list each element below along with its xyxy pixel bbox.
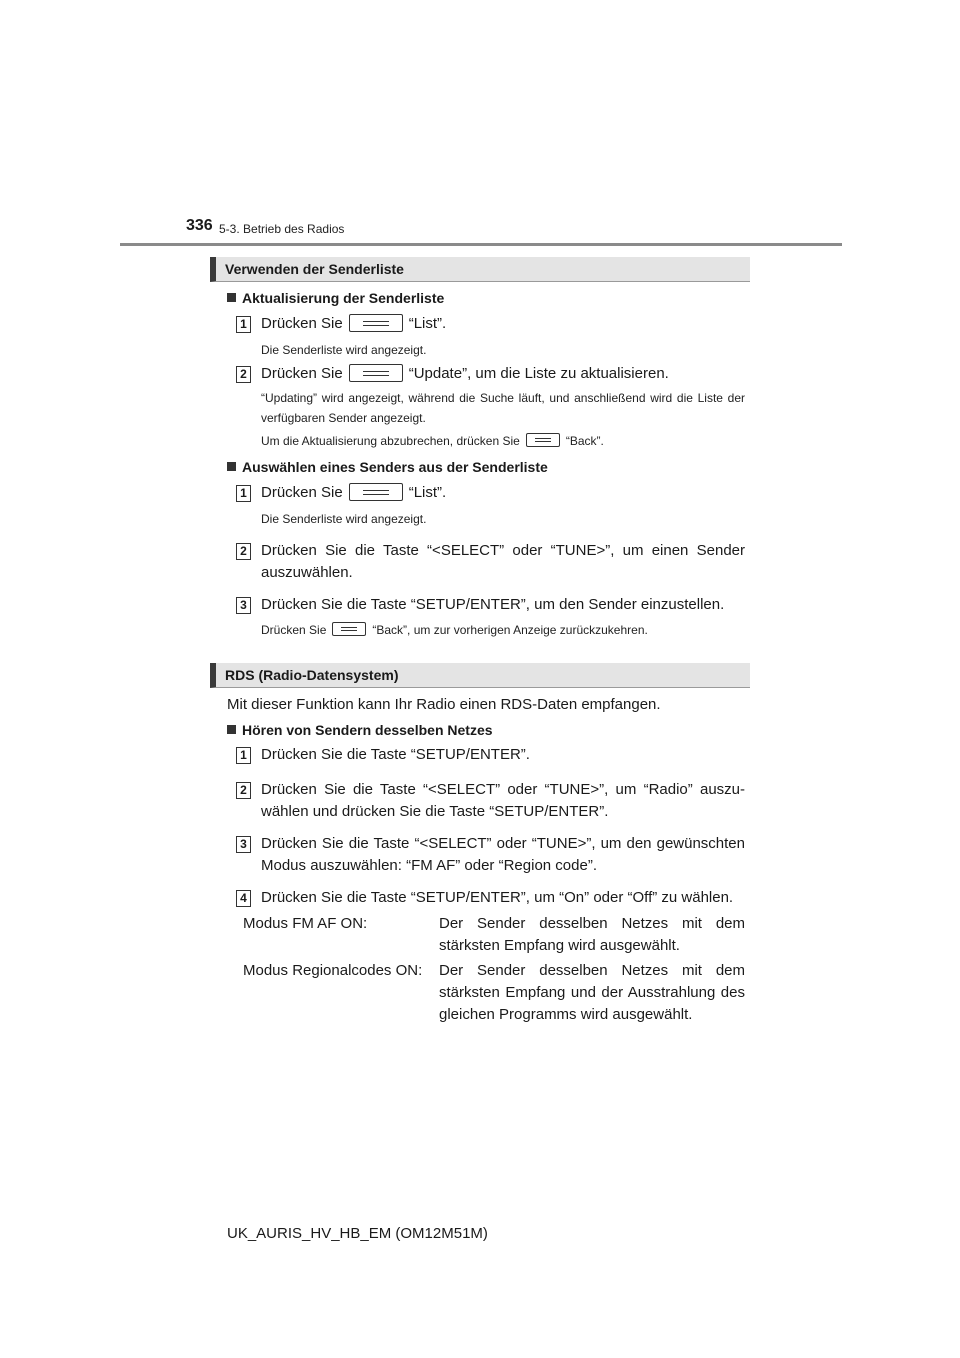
subheading-aktualisierung bbox=[227, 290, 444, 306]
step-text-pre: Drücken Sie bbox=[261, 484, 343, 501]
step-number: 1 bbox=[236, 747, 251, 764]
header-rule bbox=[120, 243, 842, 246]
intro-paragraph: Mit dieser Funktion kann Ihr Radio einen RDS-Daten empfangen. bbox=[227, 696, 661, 713]
subheading-auswaehlen bbox=[227, 459, 548, 475]
step-text bbox=[261, 482, 745, 504]
step-text-pre: Drücken Sie bbox=[261, 365, 343, 382]
step-text bbox=[261, 363, 745, 385]
step-number: 1 bbox=[236, 485, 251, 502]
subheading-text: Hören von Sendern desselben Netzes bbox=[242, 722, 493, 738]
subheading-text: Aktualisierung der Senderliste bbox=[242, 290, 445, 306]
note bbox=[261, 620, 745, 640]
step-text-post: “List”. bbox=[408, 484, 447, 501]
note bbox=[261, 431, 745, 451]
step-text bbox=[261, 313, 745, 335]
note: Die Senderliste wird angezeigt. bbox=[261, 512, 427, 526]
document-id: UK_AURIS_HV_HB_EM (OM12M51M) bbox=[227, 1225, 488, 1242]
square-bullet-icon bbox=[227, 462, 236, 471]
step-text: Drücken Sie die Taste “SETUP/ENTER”, um den Sender einzustellen. bbox=[261, 596, 725, 613]
screen-button-icon bbox=[332, 622, 366, 636]
square-bullet-icon bbox=[227, 725, 236, 734]
step-number: 2 bbox=[236, 543, 251, 560]
mode-description: Der Sender desselben Netzes mit dem stärksten Empfang wird ausgewählt. bbox=[439, 915, 745, 954]
step-number: 4 bbox=[236, 890, 251, 907]
step-text-pre: Drücken Sie bbox=[261, 315, 343, 332]
step-text: Drücken Sie die Taste “<SELECT” oder “TUNE>”, um den gewünschten Modus auszuwählen: “FM AF” oder “Region code”. bbox=[261, 835, 745, 874]
mode-label: Modus Regionalcodes ON: bbox=[243, 962, 423, 979]
screen-button-icon bbox=[349, 483, 403, 501]
step-text: Drücken Sie die Taste “<SELECT” oder “TUNE>”, um “Radio” auszu- wählen und drücken Sie die Taste “SETUP/ENTER”. bbox=[261, 781, 745, 820]
step-number: 2 bbox=[236, 366, 251, 383]
note-text-post: “Back”, um zur vorherigen Anzeige zurückzukehren. bbox=[372, 623, 648, 637]
section-heading-rds bbox=[210, 663, 750, 688]
mode-label: Modus FM AF ON: bbox=[243, 915, 368, 932]
section-heading-senderliste bbox=[210, 257, 750, 282]
step-text: Drücken Sie die Taste “SETUP/ENTER”, um “On” oder “Off” zu wählen. bbox=[261, 889, 734, 906]
subheading-text: Auswählen eines Senders aus der Senderliste bbox=[242, 459, 548, 475]
note-text-pre: Um die Aktualisierung abzubrechen, drücken Sie bbox=[261, 434, 520, 448]
step-number: 1 bbox=[236, 316, 251, 333]
page-number: 336 bbox=[186, 217, 213, 234]
screen-button-icon bbox=[349, 364, 403, 382]
step-number: 2 bbox=[236, 782, 251, 799]
section-title: RDS (Radio-Datensystem) bbox=[225, 667, 399, 683]
subheading-netz bbox=[227, 722, 493, 738]
step-number: 3 bbox=[236, 836, 251, 853]
step-text-post: “Update”, um die Liste zu aktualisieren. bbox=[408, 365, 669, 382]
step-text-post: “List”. bbox=[408, 315, 447, 332]
running-head: 5-3. Betrieb des Radios bbox=[219, 222, 345, 236]
note-text-post: “Back”. bbox=[565, 434, 604, 448]
square-bullet-icon bbox=[227, 293, 236, 302]
mode-description: Der Sender desselben Netzes mit dem stärksten Empfang und der Ausstrahlung des gleichen Programms wird ausgewählt. bbox=[439, 962, 745, 1023]
step-number: 3 bbox=[236, 597, 251, 614]
note: “Updating” wird angezeigt, während die Suche läuft, und anschließend wird die Liste der verfügbaren Sender angezeigt. bbox=[261, 391, 745, 425]
note-text-pre: Drücken Sie bbox=[261, 623, 327, 637]
step-text: Drücken Sie die Taste “SETUP/ENTER”. bbox=[261, 746, 530, 763]
step-text: Drücken Sie die Taste “<SELECT” oder “TUNE>”, um einen Sender auszuwählen. bbox=[261, 542, 745, 581]
screen-button-icon bbox=[349, 314, 403, 332]
screen-button-icon bbox=[526, 433, 560, 447]
note: Die Senderliste wird angezeigt. bbox=[261, 343, 427, 357]
section-title: Verwenden der Senderliste bbox=[225, 261, 404, 277]
